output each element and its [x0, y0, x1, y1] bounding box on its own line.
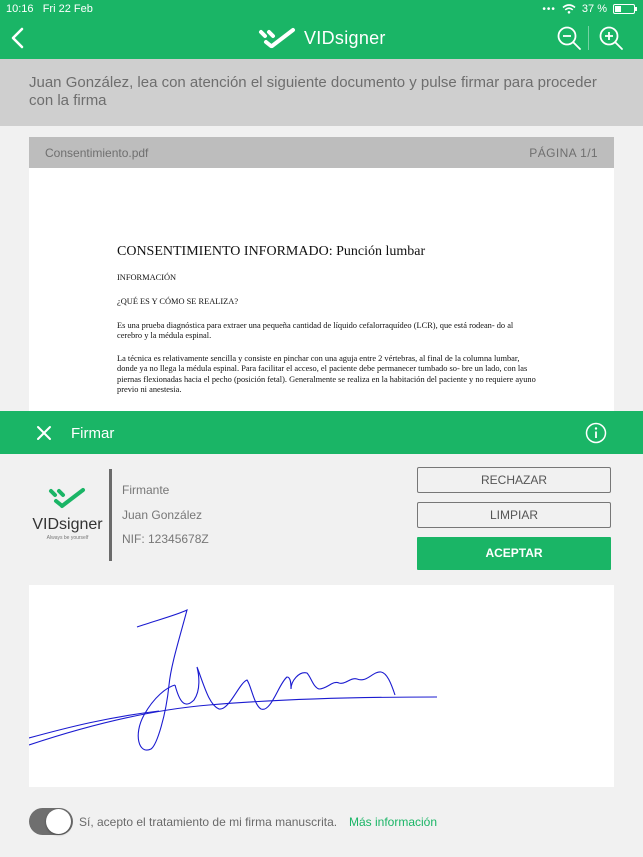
document-paragraph: La técnica es relativamente sencilla y consiste en pinchar con una aguja entre 2 vértebras, al final de la columna lumbar, donde ya no llega la médula espinal. Para facilitar el acceso, el paciente debe permanecer tumbado so- bre un lado, con las piernas flexionadas hacia el pecho (posición fetal). Generalmente se realiza en la habitación del paciente y no requiere ayuno previo ni anestesia.	[117, 354, 536, 394]
signature-pad[interactable]	[29, 585, 614, 787]
zoom-in-button[interactable]	[597, 24, 625, 52]
document-title: CONSENTIMIENTO INFORMADO: Punción lumbar	[117, 244, 426, 259]
more-info-link[interactable]: Más información	[349, 815, 438, 829]
status-clock: 10:16	[6, 3, 34, 15]
zoom-in-icon	[597, 24, 625, 52]
wifi-icon	[562, 4, 576, 14]
reject-button[interactable]: RECHAZAR	[417, 467, 611, 493]
status-date: Fri 22 Feb	[42, 3, 93, 15]
signer-name: Juan González	[122, 508, 203, 522]
multitasking-dots-icon: •••	[542, 3, 556, 15]
close-icon	[33, 422, 55, 444]
logo-wordmark: VIDsigner	[32, 516, 103, 533]
consent-toggle[interactable]	[29, 808, 73, 835]
signer-label: Firmante	[122, 483, 170, 497]
status-right	[542, 3, 635, 15]
battery-percent: 37 %	[581, 3, 607, 15]
status-time	[6, 3, 93, 15]
battery-icon	[613, 4, 635, 14]
document-paragraph: Es una prueba diagnóstica para extraer una pequeña cantidad de líquido cefalorraquídeo (LCR), que está rodean- do al cerebro y la médula espinal.	[117, 321, 514, 341]
vidsigner-logo-icon	[258, 27, 296, 49]
vidsigner-mark-icon	[30, 484, 105, 514]
consent-text: Sí, acepto el tratamiento de mi firma manuscrita.	[79, 815, 338, 829]
back-button[interactable]	[6, 24, 30, 52]
signer-logo	[30, 484, 105, 546]
info-icon	[585, 422, 607, 444]
status-bar	[0, 0, 643, 18]
handwritten-signature	[29, 585, 614, 787]
instruction-text: Juan González, lea con atención el siguiente documento y pulse firmar para proceder con la firma	[29, 74, 597, 109]
app-header	[0, 0, 643, 59]
info-button[interactable]	[585, 422, 607, 444]
brand-name: VIDsigner	[304, 27, 386, 48]
document-heading-informacion: INFORMACIÓN	[117, 273, 177, 282]
sign-panel-header	[0, 411, 643, 454]
sign-panel-title: Firmar	[71, 425, 115, 442]
document-page[interactable]	[29, 168, 614, 412]
zoom-out-button[interactable]	[555, 24, 583, 52]
chevron-left-icon	[6, 24, 30, 52]
toolbar-divider	[588, 26, 589, 50]
signer-nif: NIF: 12345678Z	[122, 532, 209, 546]
toggle-knob	[46, 809, 71, 834]
document-toolbar	[29, 137, 614, 168]
instruction-banner	[0, 59, 643, 126]
close-button[interactable]	[33, 422, 55, 444]
page-indicator: PÁGINA 1/1	[529, 146, 598, 160]
clear-button[interactable]: LIMPIAR	[417, 502, 611, 528]
logo-tagline: Always be yourself	[46, 535, 89, 541]
accept-button[interactable]: ACEPTAR	[417, 537, 611, 570]
document-filename: Consentimiento.pdf	[45, 146, 149, 160]
zoom-out-icon	[555, 24, 583, 52]
signer-divider	[109, 469, 112, 561]
document-heading-que-es: ¿QUÉ ES Y CÓMO SE REALIZA?	[117, 297, 239, 306]
brand-logo	[258, 24, 386, 52]
